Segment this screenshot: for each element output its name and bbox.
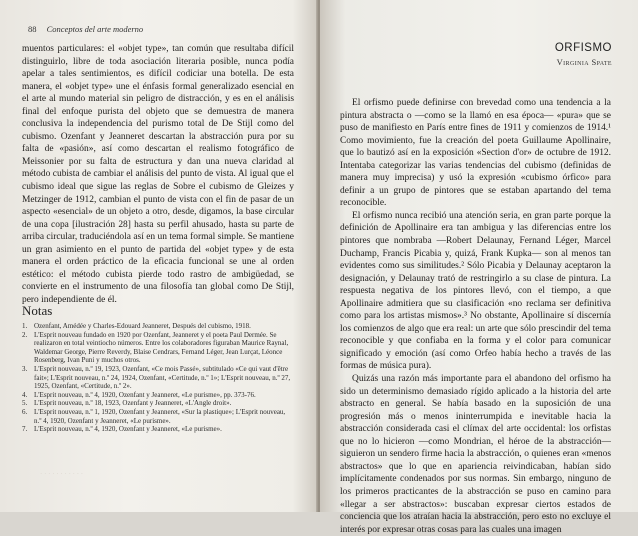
left-page (0, 0, 318, 512)
note-item (22, 322, 294, 331)
note-text: L'Esprit nouveau, n.º 4, 1920, Ozenfant y Jeanneret, «Le purisme», pp. 373-76. (34, 390, 256, 399)
note-number: 4. (22, 390, 28, 399)
note-number: 6. (22, 407, 28, 416)
note-text: L'Esprit nouveau, n.º 1, 1920, Ozenfant y Jeanneret, «Sur la plastique»; L'Esprit nouveau, n.º 4, 1920, Ozenfant y Jeanneret, «Le purisme». (34, 407, 286, 425)
notes-heading: Notas (22, 303, 53, 318)
note-text: L'Esprit nouveau, n.º 18, 1923, Ozenfant y Jeanneret, «L'Angle droit». (34, 399, 232, 408)
note-text: L'Esprit nouveau, n.º 4, 1920, Ozenfant y Jeanneret, «Le purisme». (34, 425, 222, 434)
right-body-text (340, 97, 611, 536)
note-number: 5. (22, 399, 28, 408)
paragraph: Quizás una razón más importante para el abandono del orfismo ha sido un determinismo demasiado rígido aplicado a la historia del arte abstracto en general. Se había basado en la suposición de una progresión más o menos ininterrumpida e inevitable hacia la abstracción considerada casi el clímax del arte occidental: los orfistas que no lo hicieron —como Mondrian, el héroe de la abstracción— siguieron un sendero firme hacia la abstracción, o quienes eran «menos abstractos» que lo que en apariencia reivindicaban, habían sido implícitamente condenados por sus normas. Sin embargo, ninguno de los primeros practicantes de la abstracción se puso en camino para «llegar a ser abstractos»: buscaban expresar ciertos estados de conciencia que los atraían hacia la abstracción, pero esto no excluye el interés por expresar otras cosas para las cuales una imagen (340, 374, 611, 535)
running-head (28, 24, 143, 34)
note-item (22, 331, 294, 365)
note-item (22, 425, 294, 434)
note-number: 7. (22, 425, 28, 434)
note-number: 1. (22, 322, 28, 330)
left-body-text: muentos particulares: el «objet type», tan común que resultaba difícil distinguirlo, libre de toda asociación literaria posible, nunca podía apelar a tales sentimientos, es difícil codiciar una botella. De esta manera, el «objet type» une el énfasis formal generalizado esencial en el arte al mundo material sin peligro de distracción, y es en el análisis final del enfoque purista del objeto que se demuestra de manera conclusiva la independencia del purismo total de De Stijl como del cubismo. Ozenfant y Jeanneret descartan la abstracción pura por su falta de «pasión», así como descartan el realismo fotográfico de Meissonier por su falta de estructura y dan una nueva claridad al método cubista de cambiar el análisis del punto de vista. Al igual que el cubismo ideal que sigue las reglas de Sobre el cubismo de Gleizes y Metzinger de 1912, cambian el punto de vista con el fin de pasar de un aspecto «esencial» de un objeto a otro, desde, digamos, la base circular de una copa [ilustración 28] hasta su perfil ahusado, hasta su parte de arriba circular, traduciéndola así en un tema formal simple. Se mantiene un gran asimiento en el punto de partida del «objet type» y de esta manera el orden práctico de la eficacia funcional se une al orden estético: el método cubista pierde todo rastro de ambigüedad, se convierte en el instrumento de una filosofía tan global como De Stijl, pero independiente de él. (22, 44, 294, 305)
note-item (22, 391, 294, 400)
note-item (22, 408, 294, 425)
section-heading (555, 42, 612, 67)
note-number: 3. (22, 364, 28, 373)
notes-list (22, 322, 294, 434)
paragraph: El orfismo nunca recibió una atención seria, en gran parte porque la definición de Apollinaire era tan ambigua y las diferencias entre los pintores que nombraba —Robert Delaunay, Fernand Léger, Marcel Duchamp, Francis Picabia y, quizá, Frank Kupka— son al menos tan evidentes como sus similitudes.² Sólo Picabia y Delaunay aceptaron la designación, y Delaunay trató de restringirlo a su clase de pintura. La respuesta negativa de los pintores llevó, con el tiempo, a que Apollinaire admitiera que su clasificación «no reclama ser definitiva como para los artistas mismos».³ No obstante, Apollinaire sí discernía los comienzos de algo que era real: un arte que sólo prescindir del tema reconocible y que confiaba en la forma y el color para comunicar significado y emoción (así como Orfeo había hecho a través de las formas de música pura). (340, 210, 611, 372)
note-text: Ozenfant, Amédée y Charles-Edouard Jeanneret, Después del cubismo, 1918. (34, 322, 251, 330)
paragraph: El orfismo puede definirse con brevedad como una tendencia a la pintura abstracta o —como se la llamó en esa época— «pura» que se puso de manifiesto en París entre fines de 1911 y comienzos de 1914.¹ Como movimiento, fue la creación del poeta Guillaume Apollinaire, que lo bautizó así en la exposición «Section d'or» de octubre de 1912. Intentaba categorizar las varias tendencias del cubismo (definidas de manera muy imprecisa) y usó la expresión «cubismo órfico» para definir a un grupo de pintores que se estaban apartando del tema reconocible. (340, 98, 611, 209)
section-title: ORFISMO (554, 42, 612, 54)
page-number: 88 (28, 24, 37, 34)
note-text: L'Esprit nouveau fundado en 1920 por Ozenfant, Jeanneret y el poeta Paul Dermée. Se realizaron en total veintiocho números. Entre los colaboradores figuraban Maurice Raynal, Waldemar George, Pierre Reverdy, Blaise Cendrars, Fernand Léger, Jean Lurçat, Léonce Rosenberg, Ivan Puni y muchos otros. (34, 330, 289, 365)
running-head-title: Conceptos del arte moderno (46, 24, 144, 34)
section-author: Virginia Spate (556, 57, 612, 67)
bleed-through-text: · · · · · · · · · · · (40, 470, 84, 478)
note-item (22, 365, 294, 391)
note-text: L'Esprit nouveau, n.º 19, 1923, Ozenfant, «Ce mois Passé», subtitulado «Ce qui vaut d'être fait»; L'Esprit nouveau, n.º 24, 1924, Ozenfant, «Certitude, n.º 1»; L'Esprit nouveau, n.º 27, 1925, Ozenfant, «Certitude, n.º 2». (34, 364, 291, 391)
note-item (22, 399, 294, 408)
note-number: 2. (22, 330, 28, 339)
